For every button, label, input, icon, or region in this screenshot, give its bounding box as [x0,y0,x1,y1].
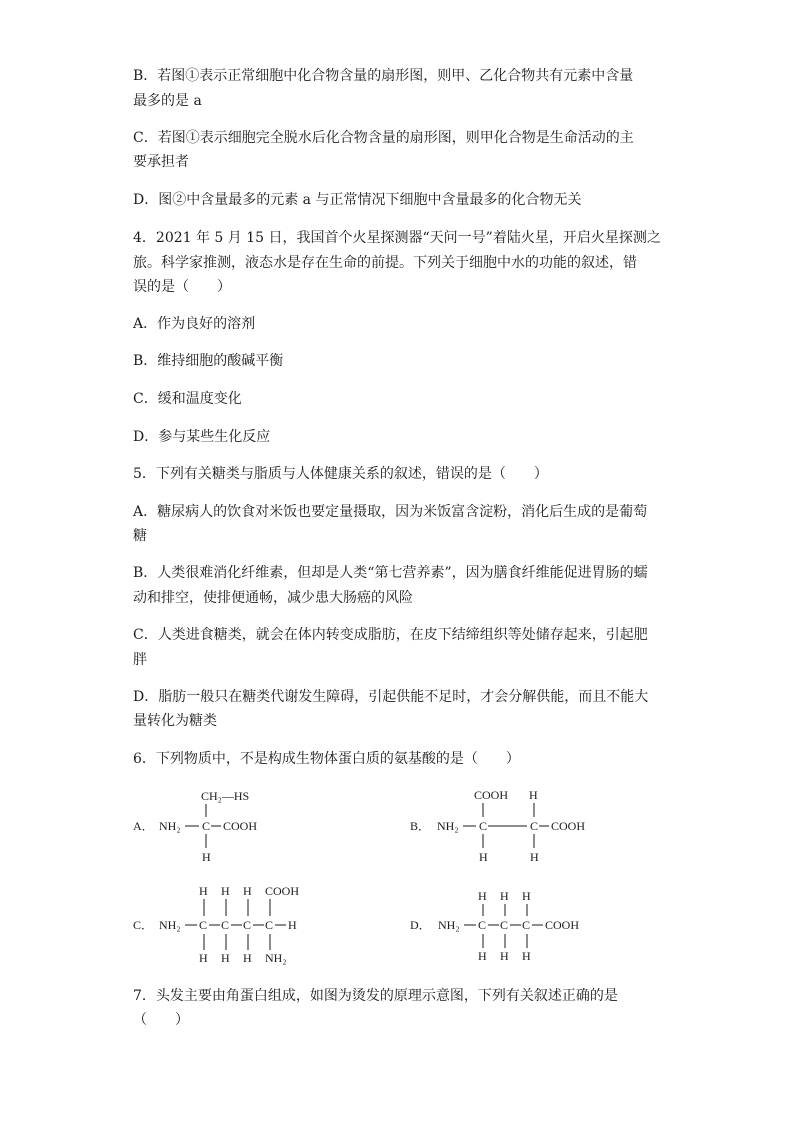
q7-stem: 7．头发主要由角蛋白组成，如图为烫发的原理示意图，下列有关叙述正确的是 [133,988,618,1004]
molecule-b [410,785,600,871]
molecule-c-carbon-3: C [243,918,252,932]
molecule-c-top-h-3: H [243,884,252,898]
molecule-c-top-h-2: H [221,884,230,898]
molecule-b-top-h: H [529,788,538,802]
molecule-d [410,880,600,974]
molecule-a-central-carbon: C [202,819,211,833]
molecule-c [133,880,323,974]
molecule-a-amino-group: NH₂ [159,819,181,833]
q5-stem: 5．下列有关糖类与脂质与人体健康关系的叙述，错误的是（ ） [133,466,548,482]
q5-option-a-line2: 糖 [133,528,147,544]
molecule-d-carbon-3: C [522,918,531,932]
molecule-b-amino-group: NH₂ [437,819,459,833]
q5-option-d-line2: 量转化为糖类 [133,713,217,729]
molecule-c-label: C． [133,918,154,932]
molecule-b-bottom-h-1: H [479,850,488,864]
q4-option-b: B．维持细胞的酸碱平衡 [133,353,284,369]
q3-option-c-line1: C．若图①表示细胞完全脱水后化合物含量的扇形图，则甲化合物是生命活动的主 [133,130,634,146]
molecule-c-bottom-h-3: H [243,951,252,965]
q6-stem: 6．下列物质中，不是构成生物体蛋白质的氨基酸的是（ ） [133,751,520,767]
molecule-d-carbon-1: C [478,918,487,932]
molecule-a-top-group: CH₂—HS [201,789,250,803]
molecule-d-top-h-2: H [500,889,509,903]
molecule-b-label: B． [410,819,431,833]
molecule-a [133,785,273,871]
molecule-d-bottom-h-1: H [478,949,487,963]
q3-option-b-line1: B．若图①表示正常细胞中化合物含量的扇形图，则甲、乙化合物共有元素中含量 [133,68,634,84]
q5-option-c-line1: C．人类进食糖类，就会在体内转变成脂肪，在皮下结缔组织等处储存起来，引起肥 [133,627,648,643]
molecule-a-bottom-h: H [202,850,211,864]
molecule-c-bottom-amino: NH₂ [265,951,287,965]
q3-option-b-line2: 最多的是 a [133,93,202,109]
molecule-c-carbon-1: C [199,918,208,932]
molecule-d-carboxyl-group: COOH [545,918,580,932]
q5-option-a-line1: A．糖尿病人的饮食对米饭也要定量摄取，因为米饭富含淀粉，消化后生成的是葡萄 [133,504,648,520]
molecule-c-right-h: H [288,918,297,932]
molecule-d-amino-group: NH₂ [438,918,460,932]
q4-option-a: A．作为良好的溶剂 [133,316,256,332]
molecule-c-amino-group: NH₂ [159,918,181,932]
molecule-d-label: D． [410,918,431,932]
molecule-c-bottom-h-2: H [221,951,230,965]
q7-answer-paren: （ ） [133,1012,189,1028]
molecule-d-top-h-3: H [522,889,531,903]
molecule-c-bottom-h-1: H [199,951,208,965]
molecule-c-carbon-4: C [265,918,274,932]
molecule-a-carboxyl-group: COOH [223,819,258,833]
molecule-d-carbon-2: C [500,918,509,932]
molecule-b-top-carboxyl: COOH [474,788,509,802]
molecule-c-top-carboxyl: COOH [265,884,300,898]
molecule-d-top-h-1: H [478,889,487,903]
q5-option-c-line2: 胖 [133,652,147,668]
q5-option-d-line1: D．脂肪一般只在糖类代谢发生障碍，引起供能不足时，才会分解供能，而且不能大 [133,689,649,705]
q4-stem-line1: 4．2021 年 5 月 15 日，我国首个火星探测器“天问一号”着陆火星，开启火星探测之 [133,230,661,246]
molecule-d-bottom-h-2: H [500,949,509,963]
molecule-b-carbon-1: C [479,819,488,833]
q4-stem-line2: 旅。科学家推测，液态水是存在生命的前提。下列关于细胞中水的功能的叙述，错 [133,255,637,271]
molecule-b-carbon-2: C [530,819,539,833]
molecule-b-carboxyl-group: COOH [551,819,586,833]
q5-option-b-line1: B．人类很难消化纤维素，但却是人类“第七营养素”，因为膳食纤维能促进胃肠的蠕 [133,565,648,581]
molecule-b-bottom-h-2: H [530,850,539,864]
q5-option-b-line2: 动和排空，使排便通畅，减少患大肠癌的风险 [133,590,413,606]
q4-option-d: D．参与某些生化反应 [133,429,271,445]
molecule-d-bottom-h-3: H [522,949,531,963]
q4-option-c: C．缓和温度变化 [133,391,242,407]
molecule-a-label: A． [133,819,154,833]
q3-option-c-line2: 要承担者 [133,154,189,170]
q4-stem-line3: 误的是（ ） [133,279,231,295]
molecule-c-top-h-1: H [199,884,208,898]
molecule-c-carbon-2: C [221,918,230,932]
q3-option-d: D．图②中含量最多的元素 a 与正常情况下细胞中含量最多的化合物无关 [133,192,582,208]
